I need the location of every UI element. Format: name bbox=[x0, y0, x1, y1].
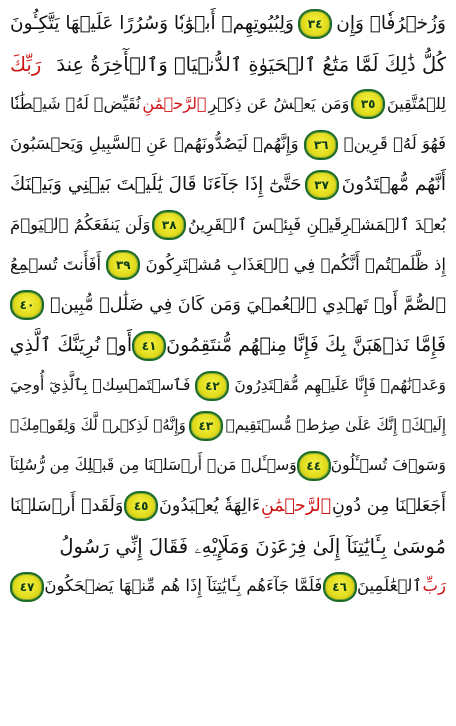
text-line bbox=[10, 446, 446, 486]
ayah-number-marker: ٤٧ bbox=[10, 572, 44, 602]
text-line bbox=[10, 205, 446, 245]
text-line bbox=[10, 44, 446, 84]
verse-text: ٱلۡعَٰلَمِينَ bbox=[357, 576, 423, 596]
verse-text: حَتَّىٰٓ إِذَا جَآءَنَا قَالَ يَٰلَيۡتَ بَيۡنِي وَبَيۡنَكَ bbox=[10, 173, 302, 195]
verse-text: وَمَن يَعۡشُ عَن ذِكۡرِ bbox=[208, 94, 350, 114]
verse-text: فَإِمَّا نَذۡهَبَنَّ بِكَ فَإِنَّا مِنۡهُم مُّنتَقِمُونَ bbox=[166, 334, 446, 357]
verse-text: وَعَدۡنَٰهُمۡ فَإِنَّا عَلَيۡهِم مُّقۡتَدِرُونَ bbox=[234, 376, 446, 395]
ayah-number-marker: ٣٨ bbox=[152, 210, 186, 240]
ayah-number-marker: ٣٩ bbox=[106, 250, 140, 280]
ayah-number-marker: ٤٠ bbox=[10, 290, 44, 320]
verse-text: أَفَأَنتَ تُسۡمِعُ bbox=[10, 254, 102, 274]
highlighted-word: ٱلرَّحۡمَٰنِ bbox=[260, 495, 332, 516]
ayah-number-marker: ٣٦ bbox=[304, 130, 338, 160]
text-line bbox=[10, 567, 446, 607]
verse-text: إِلَيۡكَۖ إِنَّكَ عَلَىٰ صِرَٰطٖ مُّسۡتَقِيمٖ bbox=[225, 416, 446, 435]
verse-text: وَلِبُيُوتِهِمۡ أَبۡوَٰبٗا وَسُرُرًا عَلَيۡهَا يَتَّكِـُٔونَ bbox=[10, 12, 294, 34]
text-line bbox=[10, 326, 446, 366]
ayah-number-marker: ٣٥ bbox=[351, 89, 385, 119]
highlighted-word: ٱلرَّحۡمَٰنِ bbox=[142, 94, 207, 114]
verse-text: وَسَوۡفَ تُسۡـَٔلُونَ bbox=[330, 456, 446, 475]
verse-text: وَإِنَّهُۥ لَذِكۡرٞ لَّكَ وَلِقَوۡمِكَۖ bbox=[10, 416, 186, 435]
verse-text: بُعۡدَ ٱلۡمَشۡرِقَيۡنِ فَبِئۡسَ ٱلۡقَرِينُ bbox=[187, 214, 446, 234]
verse-text: ٱلصُّمَّ أَوۡ تَهۡدِي ٱلۡعُمۡيَ وَمَن كَانَ فِي ضَلَٰلٖ مُّبِينٖ bbox=[49, 294, 446, 315]
ayah-number-marker: ٣٤ bbox=[298, 9, 332, 39]
ayah-number-marker: ٤٤ bbox=[297, 451, 331, 481]
text-line bbox=[10, 406, 446, 446]
verse-text: كُلُّ ذَٰلِكَ لَمَّا مَتَٰعُ ٱلۡحَيَوٰةِ ٱلدُّنۡيَاۚ وَٱلۡأٓخِرَةُ عِندَ bbox=[56, 52, 446, 76]
verse-text: لِلۡمُتَّقِينَ bbox=[387, 94, 446, 114]
text-line bbox=[10, 4, 446, 44]
verse-text: أَنَّهُم مُّهۡتَدُونَ bbox=[341, 173, 446, 195]
ayah-number-marker: ٤٦ bbox=[323, 572, 357, 602]
verse-text: فَلَمَّا جَآءَهُم بِـَٔايَٰتِنَآ إِذَا هُم مِّنۡهَا يَضۡحَكُونَ bbox=[44, 576, 323, 596]
verse-text: فَهُوَ لَهُۥ قَرِينٞ bbox=[343, 134, 446, 154]
text-line bbox=[10, 125, 446, 165]
verse-text: وَلَن يَنفَعَكُمُ ٱلۡيَوۡمَ bbox=[10, 214, 151, 234]
verse-text: ءَالِهَةٗ يُعۡبَدُونَ bbox=[159, 495, 261, 516]
text-line bbox=[10, 366, 446, 406]
verse-text: أَوۡ نُرِيَنَّكَ ٱلَّذِي bbox=[10, 334, 133, 357]
verse-text: فَٱسۡتَمۡسِكۡ بِٱلَّذِيٓ أُوحِيَ bbox=[10, 376, 191, 395]
verse-text: وَإِنَّهُمۡ لَيَصُدُّونَهُمۡ عَنِ ٱلسَّبِيلِ وَيَحۡسَبُونَ bbox=[10, 134, 299, 154]
ayah-number-marker: ٣٧ bbox=[305, 170, 339, 200]
ayah-number-marker: ٤٢ bbox=[195, 371, 229, 401]
ayah-number-marker: ٤٣ bbox=[189, 411, 223, 441]
ayah-number-marker: ٤١ bbox=[132, 331, 166, 361]
text-line bbox=[10, 165, 446, 205]
text-line bbox=[10, 486, 446, 526]
text-line bbox=[10, 526, 446, 566]
highlighted-word: رَبِّكَ bbox=[10, 52, 42, 76]
verse-text: نُقَيِّضۡ لَهُۥ شَيۡطَٰنٗا bbox=[10, 94, 141, 114]
verse-text: إِذ ظَّلَمۡتُمۡ أَنَّكُمۡ فِي ٱلۡعَذَابِ مُشۡتَرِكُونَ bbox=[145, 254, 446, 274]
verse-text: مُوسَىٰ بِـَٔايَٰتِنَآ إِلَىٰ فِرۡعَوۡنَ وَمَلَإِيْهِۦ فَقَالَ إِنِّي رَسُولُ bbox=[59, 534, 446, 558]
text-line bbox=[10, 285, 446, 325]
text-line bbox=[10, 245, 446, 285]
verse-text: وَلَقَدۡ أَرۡسَلۡنَا bbox=[10, 495, 124, 516]
verse-text: أَجَعَلۡنَا مِن دُونِ bbox=[332, 495, 446, 516]
verse-text: وَسۡـَٔلۡ مَنۡ أَرۡسَلۡنَا مِن قَبۡلِكَ مِن رُّسُلِنَآ bbox=[10, 456, 297, 475]
verse-text: وَزُخۡرُفٗاۚ وَإِن bbox=[336, 12, 446, 34]
highlighted-word: رَبِّ bbox=[422, 576, 446, 596]
ayah-number-marker: ٤٥ bbox=[124, 491, 158, 521]
text-line bbox=[10, 84, 446, 124]
